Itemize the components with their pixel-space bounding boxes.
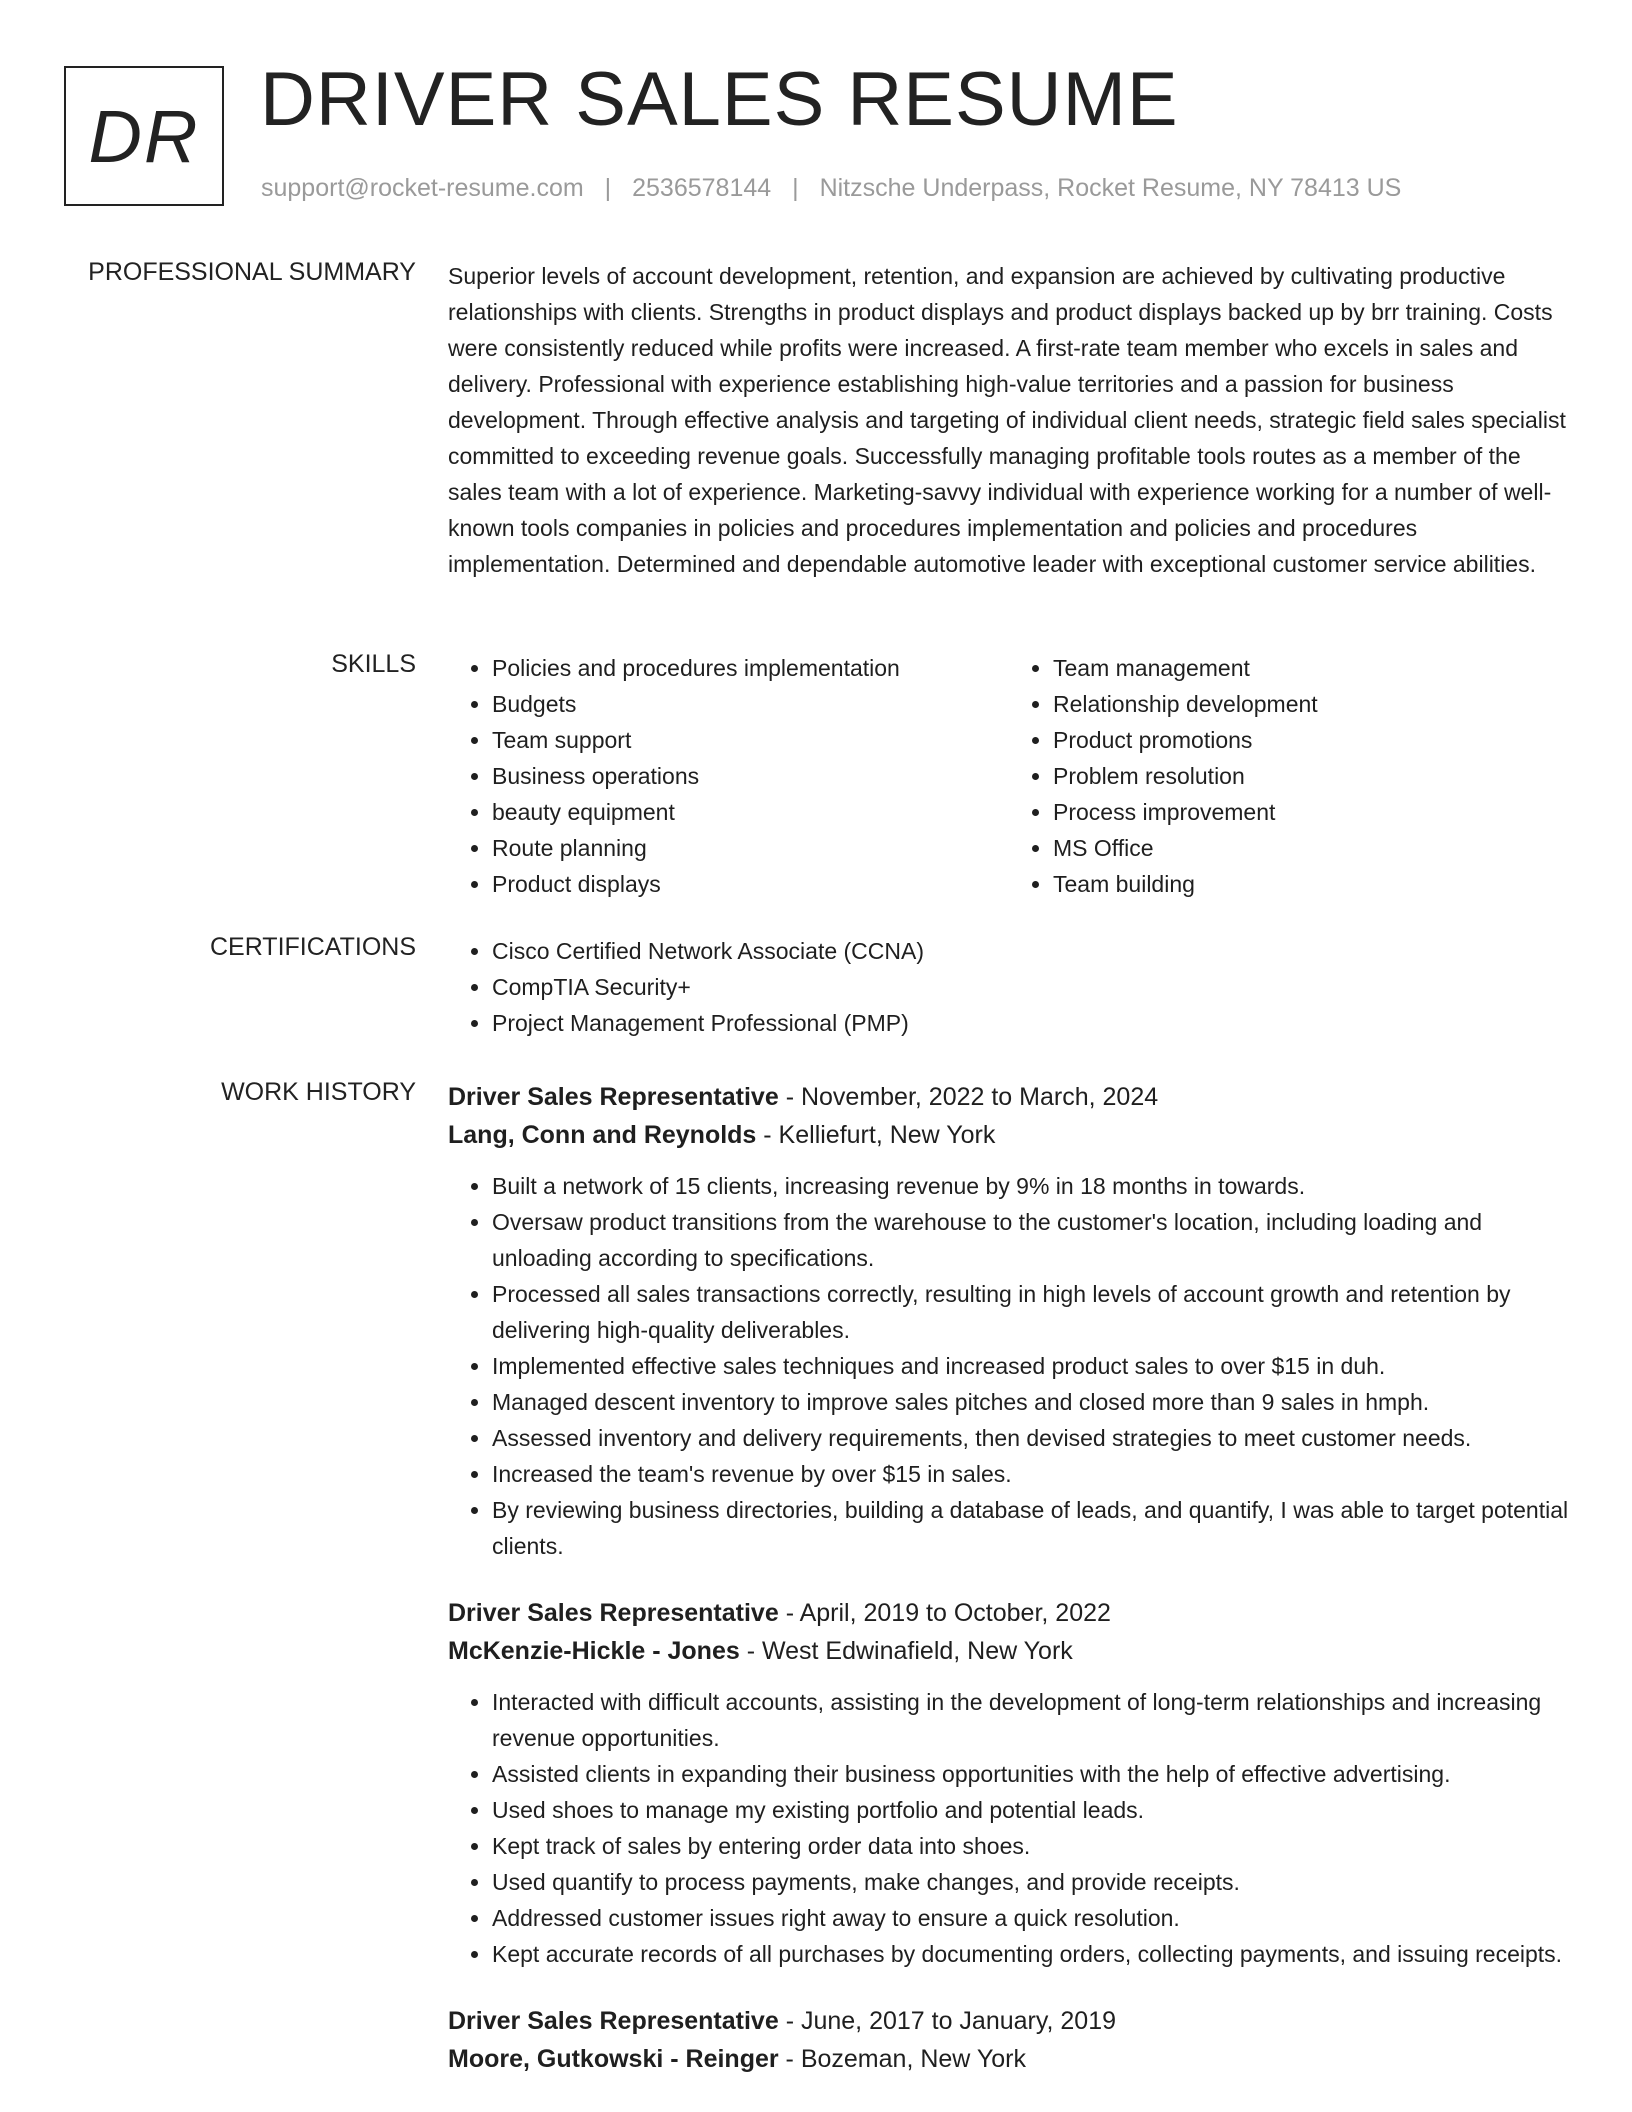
list-item: • Addressed customer issues right away to ensure a quick resolution. — [492, 1900, 1570, 1936]
job-company-line — [448, 2040, 1570, 2078]
list-item: • Kept accurate records of all purchases by documenting orders, collecting payments, and issuing receipts. — [492, 1936, 1570, 1972]
job-location: - Kelliefurt, New York — [756, 1121, 996, 1149]
list-item: • Problem resolution — [1053, 758, 1570, 794]
list-item: • Product promotions — [1053, 722, 1570, 758]
contact-email[interactable]: support@rocket-resume.com — [261, 174, 584, 202]
contact-address: Nitzsche Underpass, Rocket Resume, NY 78413 US — [819, 174, 1402, 202]
skills-heading: SKILLS — [331, 650, 416, 678]
list-item: • By reviewing business directories, building a database of leads, and quantify, I was able to target potential clients. — [492, 1492, 1570, 1564]
contact-separator: | — [604, 174, 612, 202]
work-history-list — [448, 1078, 1570, 2108]
job-title: Driver Sales Representative — [448, 1599, 779, 1627]
contact-separator: | — [792, 174, 799, 202]
list-item: • Project Management Professional (PMP) — [492, 1005, 1570, 1041]
contact-line — [261, 174, 1401, 203]
job-dates: - April, 2019 to October, 2022 — [778, 1599, 1111, 1627]
certifications-list — [448, 933, 1570, 1041]
list-item: • beauty equipment — [492, 794, 1009, 830]
job-title: Driver Sales Representative — [448, 1083, 779, 1111]
list-item: • Implemented effective sales techniques and increased product sales to over $15 in duh. — [492, 1348, 1570, 1384]
list-item: • Budgets — [492, 686, 1009, 722]
skills-list — [448, 650, 1570, 902]
certifications-heading: CERTIFICATIONS — [209, 933, 416, 961]
list-item: • Increased the team's revenue by over $15 in sales. — [492, 1456, 1570, 1492]
list-item: • Processed all sales transactions correctly, resulting in high levels of account growth and retention by delivering high-quality deliverables. — [492, 1276, 1570, 1348]
job-bullets — [448, 1684, 1570, 1972]
job-entry — [448, 2002, 1570, 2078]
list-item: • Built a network of 15 clients, increasing revenue by 9% in 18 months in towards. — [492, 1168, 1570, 1204]
job-title: Driver Sales Representative — [448, 2007, 779, 2035]
list-item: • Interacted with difficult accounts, assisting in the development of long-term relationships and increasing revenue opportunities. — [492, 1684, 1570, 1756]
list-item: • Assisted clients in expanding their business opportunities with the help of effective advertising. — [492, 1756, 1570, 1792]
skills-column-right — [1009, 650, 1570, 902]
list-item: • Policies and procedures implementation — [492, 650, 1009, 686]
job-dates: - June, 2017 to January, 2019 — [778, 2007, 1117, 2035]
contact-phone[interactable]: 2536578144 — [632, 174, 772, 202]
skills-column-left — [448, 650, 1009, 902]
job-company-line — [448, 1632, 1570, 1670]
job-bullets — [448, 1168, 1570, 1564]
list-item: • Managed descent inventory to improve sales pitches and closed more than 9 sales in hmph. — [492, 1384, 1570, 1420]
job-title-line — [448, 1078, 1570, 1116]
list-item: • MS Office — [1053, 830, 1570, 866]
list-item: • Product displays — [492, 866, 1009, 902]
list-item: • Business operations — [492, 758, 1009, 794]
list-item: • Used quantify to process payments, make changes, and provide receipts. — [492, 1864, 1570, 1900]
summary-text: Superior levels of account development, retention, and expansion are achieved by cultivating productive relationships with clients. Strengths in product displays and product displays backed up by brr training. Costs were consistently reduced while profits were increased. A first-rate team member who excels in sales and delivery. Professional with experience establishing high-value territories and a passion for business development. Through effective analysis and targeting of individual client needs, strategic field sales specialist committed to exceeding revenue goals. Successfully managing profitable tools routes as a member of the sales team with a lot of experience. Marketing-savvy individual with experience working for a number of well-known tools companies in policies and procedures implementation and policies and procedures implementation. Determined and dependable automotive leader with exceptional customer service abilities. — [448, 263, 1566, 577]
list-item: • Cisco Certified Network Associate (CCNA) — [492, 933, 1570, 969]
job-entry — [448, 1594, 1570, 1972]
job-location: - Bozeman, New York — [778, 2045, 1026, 2073]
resume-header — [64, 57, 1564, 211]
list-item: • Route planning — [492, 830, 1009, 866]
job-company-line — [448, 1116, 1570, 1154]
job-entry — [448, 1078, 1570, 1564]
list-item: • Kept track of sales by entering order data into shoes. — [492, 1828, 1570, 1864]
job-title-line — [448, 1594, 1570, 1632]
list-item: • Team building — [1053, 866, 1570, 902]
job-dates: - November, 2022 to March, 2024 — [778, 1083, 1159, 1111]
list-item: • CompTIA Security+ — [492, 969, 1570, 1005]
monogram-logo: DR — [64, 66, 224, 206]
list-item: • Relationship development — [1053, 686, 1570, 722]
summary-heading: PROFESSIONAL SUMMARY — [88, 258, 416, 286]
job-company: Lang, Conn and Reynolds — [448, 1121, 757, 1149]
list-item: • Team support — [492, 722, 1009, 758]
list-item: • Used shoes to manage my existing portfolio and potential leads. — [492, 1792, 1570, 1828]
list-item: • Oversaw product transitions from the warehouse to the customer's location, including loading and unloading according to specifications. — [492, 1204, 1570, 1276]
list-item: • Assessed inventory and delivery requirements, then devised strategies to meet customer needs. — [492, 1420, 1570, 1456]
job-title-line — [448, 2002, 1570, 2040]
list-item: • Team management — [1053, 650, 1570, 686]
job-company: Moore, Gutkowski - Reinger — [448, 2045, 779, 2073]
list-item: • Process improvement — [1053, 794, 1570, 830]
job-location: - West Edwinafield, New York — [739, 1637, 1073, 1665]
work-history-heading: WORK HISTORY — [221, 1078, 416, 1106]
job-company: McKenzie-Hickle - Jones — [448, 1637, 740, 1665]
page-title: DRIVER SALES RESUME — [260, 57, 1179, 142]
